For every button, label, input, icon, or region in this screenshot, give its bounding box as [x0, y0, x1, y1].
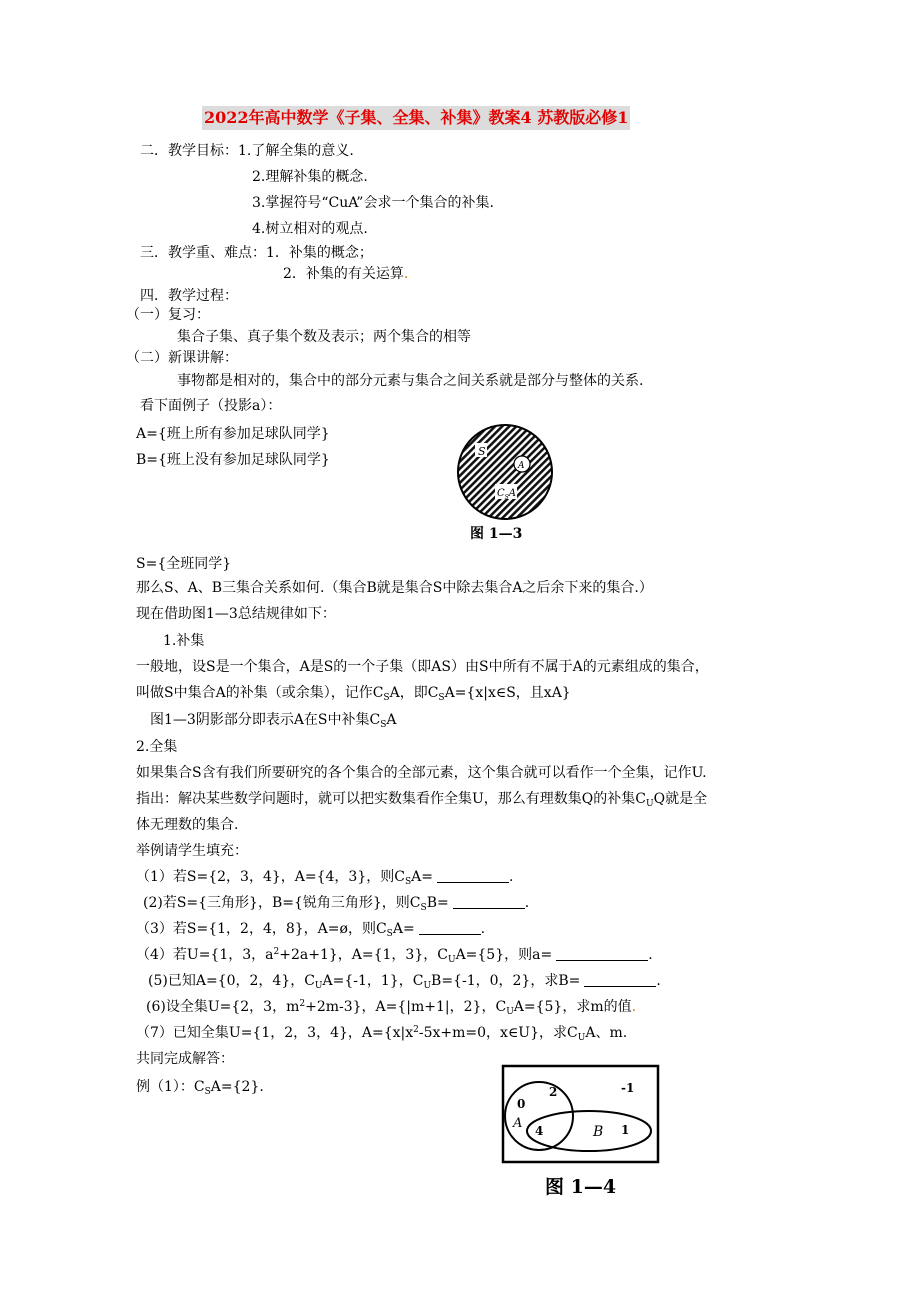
goal-item-3: 3.掌握符号“CuA”会求一个集合的补集. — [252, 195, 494, 211]
element-2: 2 — [549, 1085, 558, 1099]
answer-blank — [453, 894, 525, 909]
goal-item-1: 1.了解全集的意义. — [238, 143, 354, 159]
element-4: 4 — [535, 1124, 544, 1138]
goals-line-1 — [140, 141, 354, 161]
element-1: 1 — [621, 1123, 630, 1137]
universal-point-2: 体无理数的集合. — [136, 817, 239, 833]
exercise-1: （1）若S={2，3，4}，A={4，3}，则$C_SA=$ . — [136, 869, 514, 887]
exercise-2: (2)若S={三角形}，B={锐角三角形}，则$C_SB=$ . — [143, 895, 530, 913]
solution-example-1: 例（1）：$C_SA=\{2\}$. — [136, 1079, 264, 1097]
label-a: A — [518, 461, 525, 471]
set-s-circle — [458, 425, 552, 519]
complement-def-2: 叫做S中集合A的补集（或余集），记作$C_SA$，即$C_SA=\{x|x\in S$，且xA} — [136, 685, 571, 703]
intro-text: 事物都是相对的，集合中的部分元素与集合之间关系就是部分与整体的关系. — [177, 373, 644, 389]
example-intro: 看下面例子（投影a）： — [140, 398, 282, 414]
figure-1-4-caption: 图 1—4 — [545, 1176, 617, 1198]
answer-blank — [556, 946, 648, 961]
universal-def: 如果集合S含有我们所要研究的各个集合的全部元素，这个集合就可以看作一个全集，记作U. — [136, 765, 707, 781]
set-s-def: S={全班同学} — [136, 556, 232, 572]
exercise-7: （7）已知全集U={1，2，3，4}，$A=\{x|x^2-5x+m=0$，x∈U}，求$C_UA$、m. — [136, 1025, 628, 1043]
key-point-2: 2．补集的有关运算. — [283, 266, 409, 282]
exercise-6: (6)设全集U={2，3，$m^2+2m-3$}，A={|m+1|，2}，$C_UA=\{5\}$，求m的值. — [146, 999, 637, 1017]
process-heading: 四．教学过程： — [140, 288, 238, 304]
universal-point-1: 指出：解决某些数学问题时，就可以把实数集看作全集U，那么有理数集Q的补集$C_UQ$就是全 — [136, 791, 708, 809]
answer-blank — [419, 920, 481, 935]
answer-blank — [437, 868, 509, 883]
set-b-def: B={班上没有参加足球队同学} — [136, 452, 330, 468]
review-text: 集合子集、真子集个数及表示；两个集合的相等 — [177, 329, 471, 345]
label-csa: $C_SA$ — [497, 488, 517, 501]
figure-1-3-caption: 图 1—3 — [470, 526, 523, 542]
exercises-heading: 举例请学生填充： — [136, 843, 248, 859]
solution-heading: 共同完成解答： — [136, 1051, 234, 1067]
complement-def-1: 一般地，设S是一个集合，A是S的一个子集（即AS）由S中所有不属于A的元素组成的集合， — [136, 659, 709, 675]
key-points-line-1 — [140, 243, 373, 263]
universal-heading: 2.全集 — [136, 739, 178, 755]
element-0: 0 — [517, 1097, 526, 1111]
review-label: （一）复习： — [126, 307, 210, 323]
element-minus-1: -1 — [621, 1081, 635, 1095]
complement-heading: 1.补集 — [163, 633, 205, 649]
goals-heading: 二．教学目标： — [140, 143, 238, 159]
set-a-def: A={班上所有参加足球队同学} — [136, 426, 330, 442]
exercise-4: （4）若U={1，3，$a^2+2a+1$}，A={1，3}，$C_UA=\{5\}$，则a= . — [136, 947, 653, 965]
exercise-3: （3）若S={1，2，4，8}，A=ø，则$C_SA=$ . — [136, 921, 486, 939]
relation-question: 那么S、A、B三集合关系如何.（集合B就是集合S中除去集合A之后余下来的集合.） — [136, 580, 653, 596]
exercise-5: (5)已知A={0，2，4}，$C_UA=\{-1$，1}，$C_UB=\{-1$，0，2}，求B= . — [148, 973, 661, 991]
goal-item-4: 4.树立相对的观点. — [252, 221, 368, 237]
summary-text: 现在借助图1—3总结规律如下： — [136, 606, 336, 622]
label-a: A — [513, 1116, 523, 1131]
complement-note: 图1—3阴影部分即表示A在S中补集$C_SA$ — [150, 712, 397, 730]
goal-item-2: 2.理解补集的概念. — [252, 169, 368, 185]
figure-1-4 — [495, 1062, 670, 1204]
key-points-heading: 三．教学重、难点： — [140, 245, 266, 261]
new-lesson-label: （二）新课讲解： — [126, 350, 238, 366]
answer-blank — [584, 972, 656, 987]
key-point-1: 1．补集的概念； — [266, 245, 373, 261]
label-b: B — [593, 1124, 604, 1140]
figure-1-3 — [440, 416, 580, 546]
document-title: 2022年高中数学《子集、全集、补集》教案4 苏教版必修1 — [202, 106, 630, 130]
label-s: S — [478, 445, 486, 458]
